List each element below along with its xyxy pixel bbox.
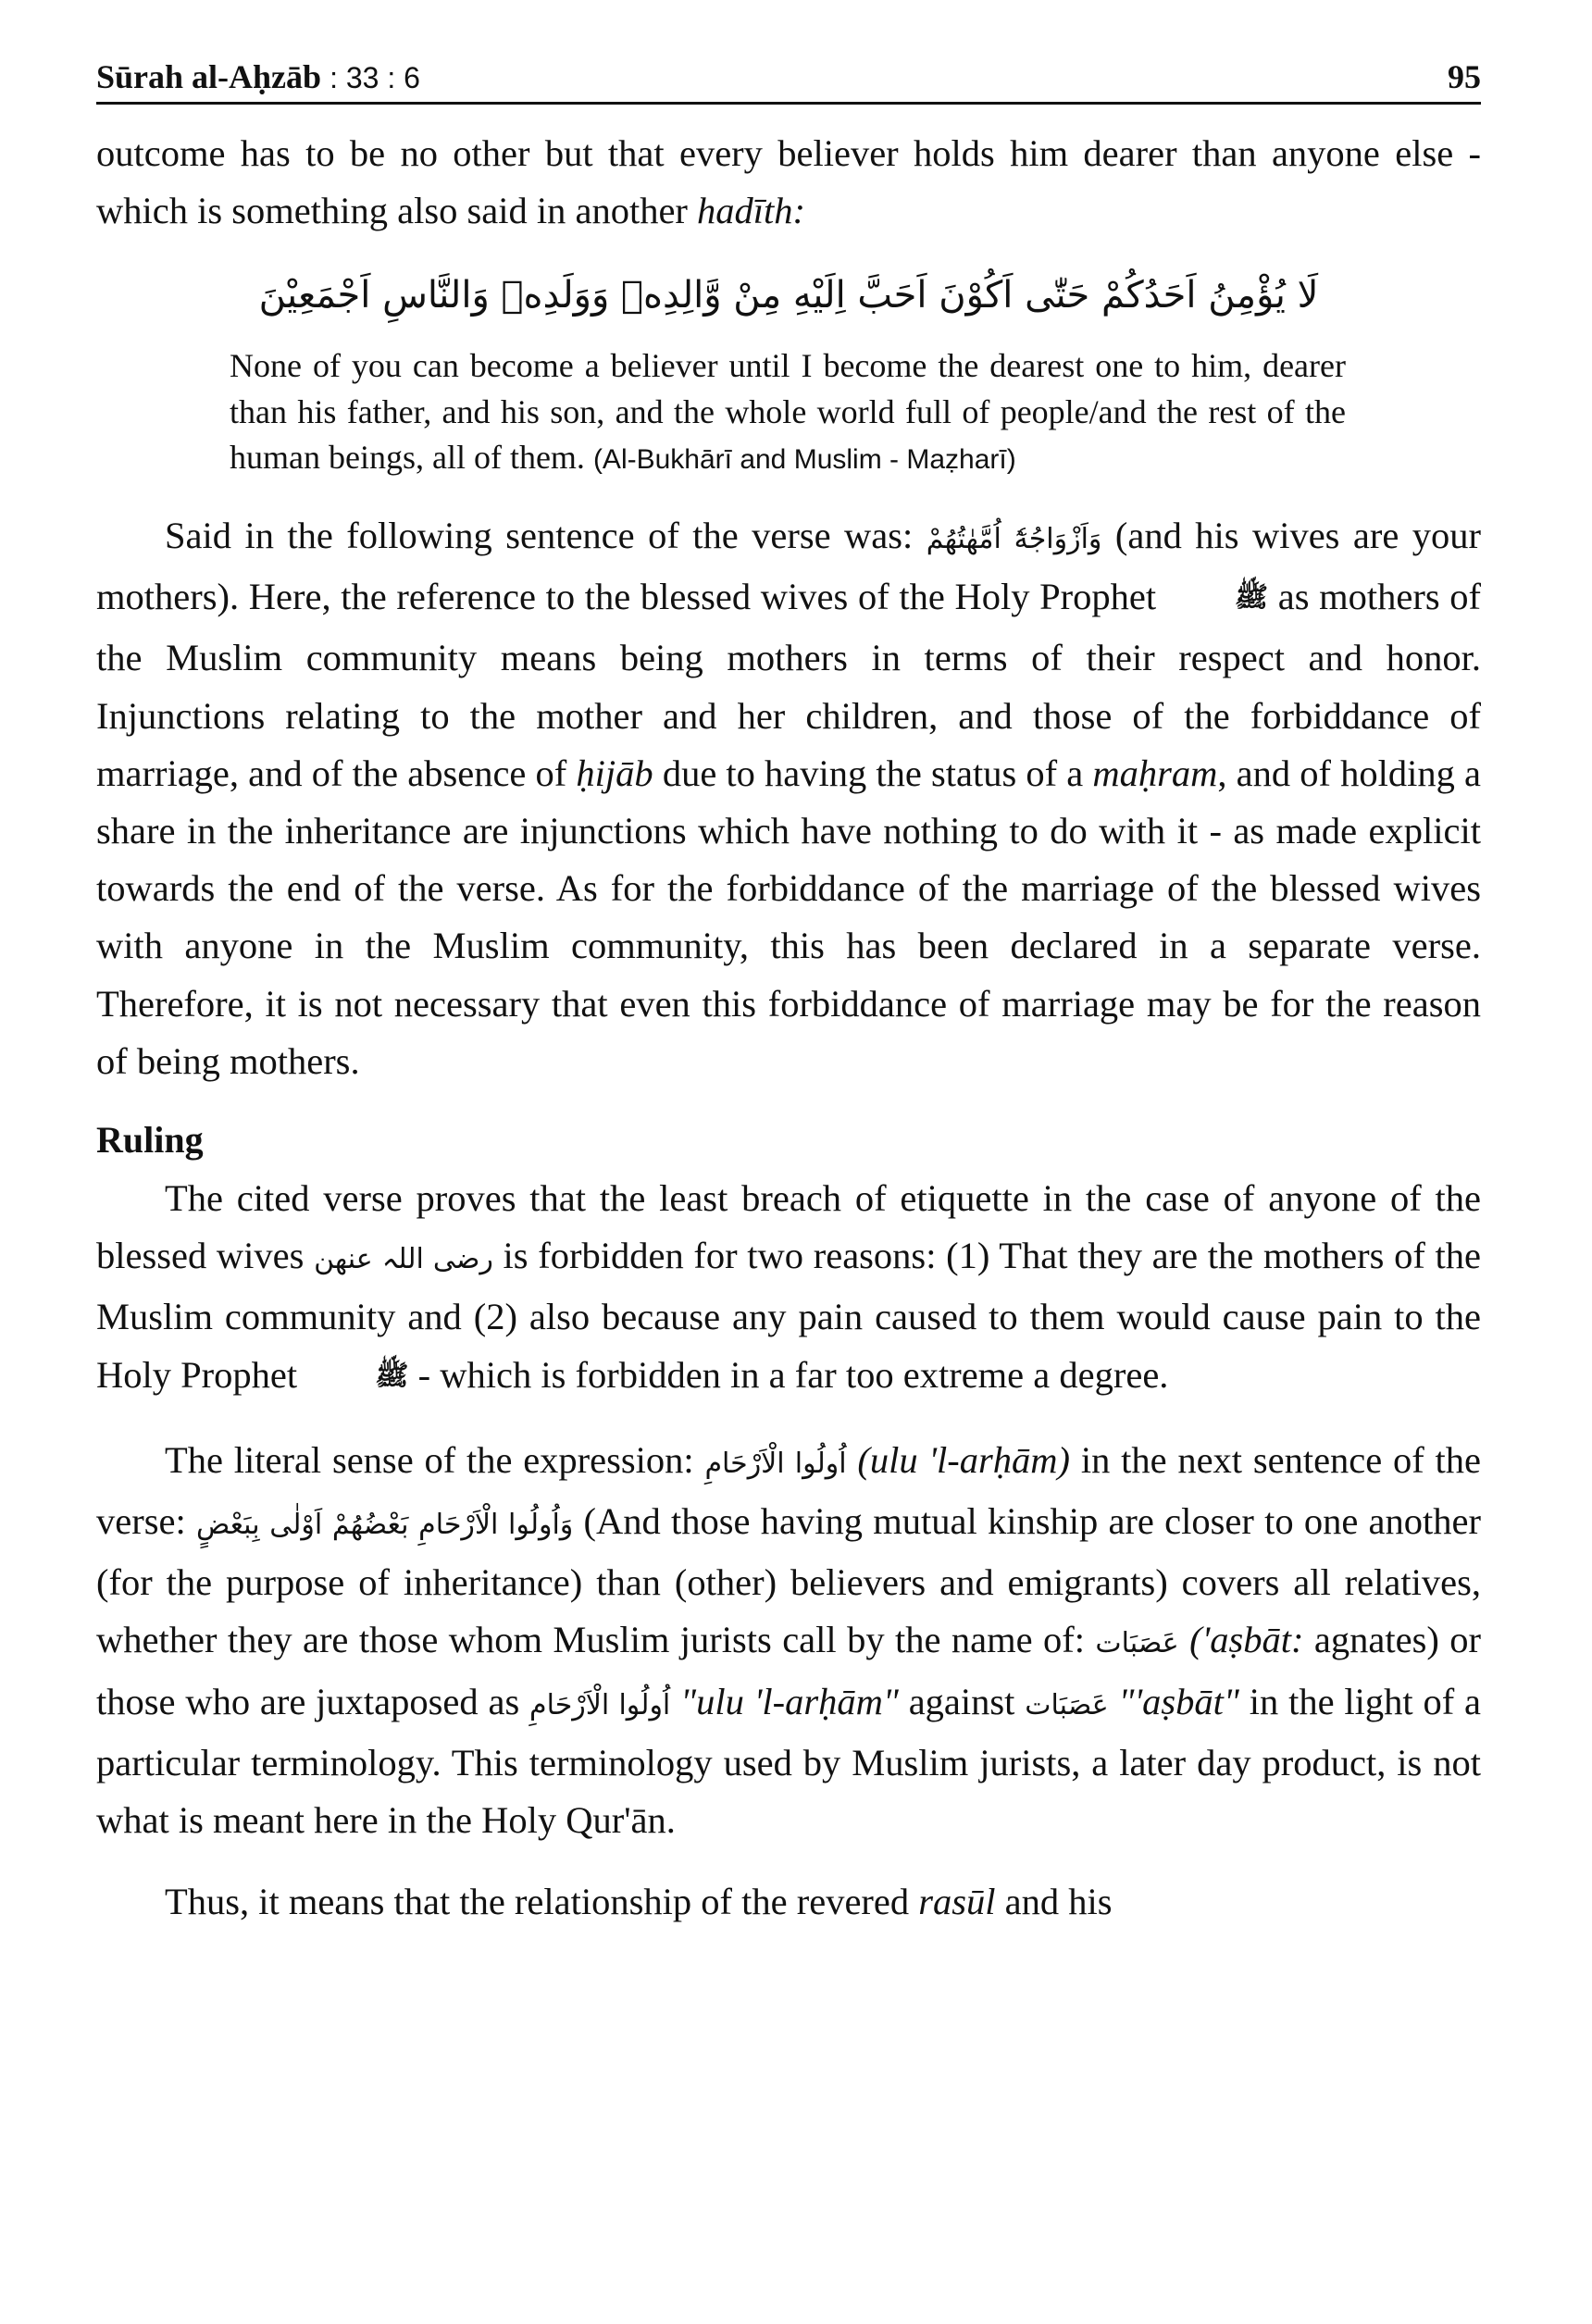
term-ulu-al-arham: (ulu 'l-arḥām) <box>857 1438 1071 1481</box>
verse-reference: : 33 : 6 <box>330 61 420 94</box>
hadith-arabic: لَا يُؤْمِنُ اَحَدُكُمْ حَتّٰى اَكُوْنَ اَحَبَّ اِلَيْهِ مِنْ وَّالِدِهٖ وَوَلَدِهٖ وَالنَّاسِ اَجْمَعِيْنَ <box>258 274 1319 317</box>
page-header <box>96 48 1481 105</box>
term-hadith: hadīth: <box>697 190 806 232</box>
surah-title: Sūrah al-Aḥzāb <box>96 58 322 95</box>
book-page <box>96 48 1481 1931</box>
term-rasul: rasūl <box>918 1881 996 1923</box>
paragraph-ruling: The cited verse proves that the least breach of etiquette in the case of anyone of the blessed wives رضی اللہ عنھن is forbidden for two reasons: (1) That they are the mothers of the Muslim community and (2) also because any pain caused to them would cause pain to the Holy Prophet ﷺ - which is forbidden in a far too extreme a degree. <box>96 1170 1481 1408</box>
salutation-icon: ﷺ <box>375 1359 409 1392</box>
arabic-phrase: وَاَزْوَاجُهٗٓ اُمَّهٰتُهُمْ <box>926 522 1102 555</box>
hadith-citation: (Al-Bukhārī and Muslim - Maẓharī) <box>592 444 1016 476</box>
arabic-phrase: وَاُولُوا الْاَرْحَامِ بَعْضُهُمْ اَوْلٰى بِبَعْضٍ <box>195 1508 574 1541</box>
arabic-phrase: عَصَبَات <box>1095 1627 1179 1660</box>
page-body <box>96 125 1481 1931</box>
salutation-icon: ﷺ <box>1234 581 1269 615</box>
term-mahram: maḥram <box>1092 752 1218 794</box>
paragraph-wives-mothers: Said in the following sentence of the verse was: وَاَزْوَاجُهٗٓ اُمَّهٰتُهُمْ (and his wives are your mothers). Here, the reference to the blessed wives of the Holy Prophet ﷺ as mothers of the Muslim community means being mothers in terms of their respect and honor. Injunctions relating to the mother and her children, and those of the forbiddance of marriage, and of the absence of ḥijāb due to having the status of a maḥram, and of holding a share in the inheritance are injunctions which have nothing to do with it - as made explicit towards the end of the verse. As for the forbiddance of the marriage of the blessed wives with anyone in the Muslim community, this has been declared in a separate verse. Therefore, it is not necessary that even this forbiddance of marriage may be for the reason of being mothers. <box>96 514 1481 1082</box>
page-number: 95 <box>1448 58 1481 95</box>
term-ulu-al-arham-quoted: "ulu 'l-arḥām" <box>680 1680 899 1722</box>
term-hijab: ḥijāb <box>576 752 653 794</box>
arabic-phrase: اُولُوا الْاَرْحَامِ <box>704 1447 847 1480</box>
arabic-phrase: اُولُوا الْاَرْحَامِ <box>529 1688 671 1721</box>
arabic-phrase: رضی اللہ عنھن <box>314 1243 493 1276</box>
arabic-phrase: عَصَبَات <box>1025 1688 1109 1721</box>
running-head <box>96 57 420 96</box>
paragraph-relationship: Thus, it means that the relationship of the revered rasūl and his <box>165 1881 1113 1923</box>
paragraph-intro: outcome has to be no other but that every believer holds him dearer than anyone else - which is something also said in another hadīth: <box>96 132 1481 232</box>
section-heading-ruling: Ruling <box>96 1118 204 1161</box>
term-asbat-quoted: "'aṣbāt" <box>1118 1680 1239 1722</box>
paragraph-ulu-al-arham: The literal sense of the expression: اُولُوا الْاَرْحَامِ (ulu 'l-arḥām) in the next sentence of the verse: وَاُولُوا الْاَرْحَامِ بَعْضُهُمْ اَوْلٰى بِبَعْضٍ (And those having mutual kinship are closer to one another (for the purpose of inheritance) than (other) believers and emigrants) covers all relatives, whether they are those whom Muslim jurists call by the name of: عَصَبَات ('aṣbāt: agnates) or those who are juxtaposed as اُولُوا الْاَرْحَامِ "ulu 'l-arḥām" against عَصَبَات "'aṣbāt" in the light of a particular terminology. This terminology used by Muslim jurists, a later day product, is not what is meant here in the Holy Qur'ān. <box>96 1438 1482 1841</box>
term-asbat: ('aṣbāt: <box>1189 1619 1304 1661</box>
hadith-translation: None of you can become a believer until I become the dearest one to him, dearer than his father, and his son, and the whole world full of people/and the rest of the human beings, all of them. (Al-Bukhārī and Muslim - Maẓharī) <box>230 347 1346 477</box>
